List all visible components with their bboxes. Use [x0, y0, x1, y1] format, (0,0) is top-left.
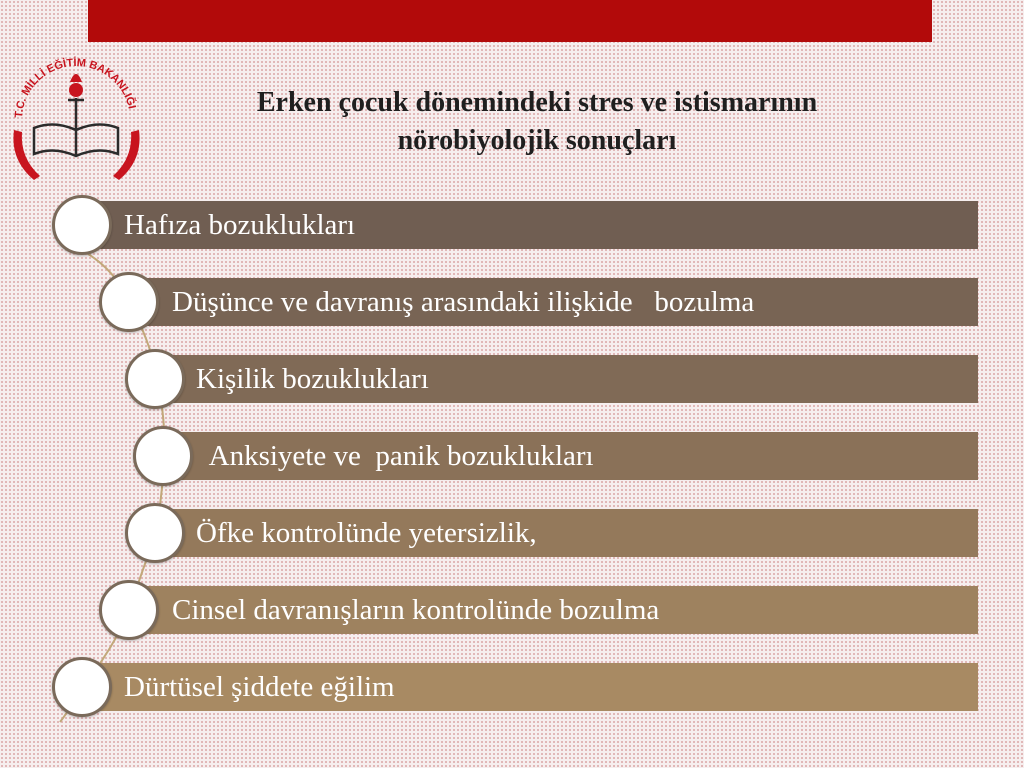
top-banner	[88, 0, 932, 42]
title-line-2: nörobiyolojik sonuçları	[397, 125, 677, 156]
page-title	[160, 84, 914, 160]
list-item-label: Düşünce ve davranış arasındaki ilişkide bozulma	[172, 285, 755, 318]
list-item-bar	[84, 201, 978, 249]
list-item-bar	[155, 509, 978, 557]
list-item-circle	[52, 657, 112, 717]
list-item-circle	[99, 580, 159, 640]
list-item-label: Kişilik bozuklukları	[196, 362, 429, 395]
list-item-circle	[125, 503, 185, 563]
list-item-label: Dürtüsel şiddete eğilim	[124, 670, 395, 703]
list-item-circle	[99, 272, 159, 332]
list-item-bar	[155, 355, 978, 403]
list-item-bar	[128, 278, 978, 326]
list-item-label: Hafıza bozuklukları	[124, 208, 356, 241]
list-item-label: Cinsel davranışların kontrolünde bozulma	[172, 593, 660, 626]
title-line-1: Erken çocuk dönemindeki stres ve istismarının	[256, 87, 818, 118]
logo-text: T.C. MİLLİ EĞİTİM BAKANLIĞI	[12, 56, 138, 119]
list-item-bar	[163, 432, 978, 480]
list-item-bar	[84, 663, 978, 711]
list-item-label: Anksiyete ve panik bozuklukları	[203, 439, 594, 472]
list-item-circle	[133, 426, 193, 486]
list-item-bar	[128, 586, 978, 634]
list-item-label: Öfke kontrolünde yetersizlik,	[196, 516, 537, 549]
list-item-circle	[125, 349, 185, 409]
meb-logo-icon	[4, 50, 149, 190]
list-item-circle	[52, 195, 112, 255]
